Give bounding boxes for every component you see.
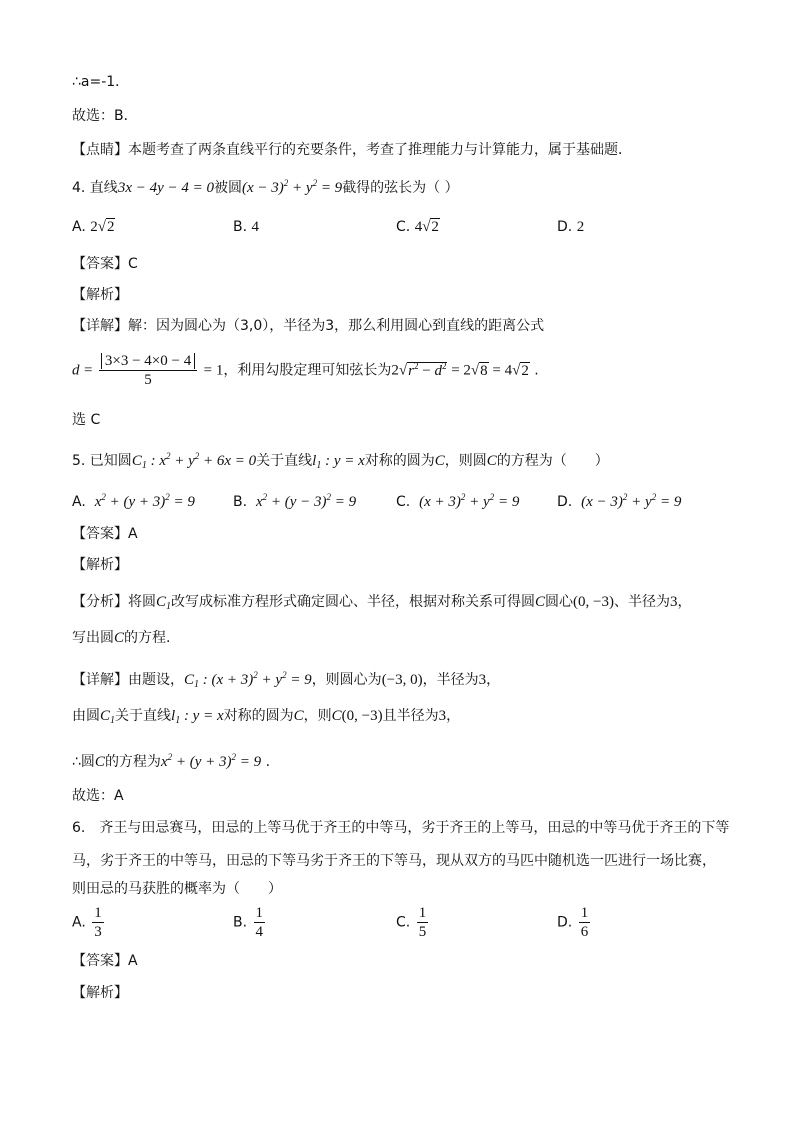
select-4: 选 C — [72, 412, 101, 428]
answer-6: 【答案】A — [72, 953, 138, 969]
line-comment: 【点睛】本题考查了两条直线平行的充要条件，考查了推理能力与计算能力，属于基础题． — [72, 142, 632, 158]
q6-option-a: A. $\frac{1}{3}$ — [72, 905, 102, 940]
line-choice-b: 故选：B． — [72, 108, 138, 124]
q5-option-a: A. $x^2 + (y + 3)^2 = 9$ — [72, 492, 195, 510]
question-4: 4. 直线3x − 4y − 4 = 0被圆$(x - 3)^2 + y^2 = 9$截得的弦长为（ ） — [72, 178, 459, 196]
detail-5-line1: 【详解】由题设，$C_1$ : $(x + 3)^2 + y^2 = 9$，则圆心为(−3, 0)，半径为3， — [72, 670, 501, 690]
detail-5-line2: 由圆$C_1$关于直线$l_1$ : y = x对称的圆为C，则C(0, −3)且半径为3， — [72, 708, 461, 726]
question-6-line3: 则田忌的马获胜的概率为（ ） — [72, 881, 282, 897]
question-5: 5. 已知圆$C_1$ : $x^2 + y^2 + 6x = 0$关于直线$l_1$ : y = x对称的圆为C，则圆C的方程为（ ） — [72, 451, 609, 471]
analysis-6-label: 【解析】 — [72, 985, 128, 1001]
answer-5: 【答案】A — [72, 526, 138, 542]
q4-option-d: D. 2 — [557, 219, 585, 235]
q6-option-d: D. $\frac{1}{6}$ — [557, 905, 589, 940]
q4-option-b: B. 4 — [233, 219, 260, 235]
q5-option-d: D. $(x - 3)^2 + y^2 = 9$ — [557, 492, 682, 510]
q5-option-b: B. $x^2 + (y - 3)^2 = 9$ — [233, 492, 357, 510]
detail-4: 【详解】解：因为圆心为（3,0），半径为3，那么利用圆心到直线的距离公式 — [72, 318, 545, 334]
q6-option-b: B. $\frac{1}{4}$ — [233, 905, 264, 940]
q6-option-c: C. $\frac{1}{5}$ — [396, 905, 427, 940]
detail-5-line3: ∴圆C的方程为$x^2 + (y + 3)^2 = 9$ . — [72, 752, 271, 770]
detail-4-formula: d = $\frac{3\times 3 - 4\times 0 - 4}{5}$ = 1，利用勾股定理可知弦长为$2√r^2 - d^2 = 2√8 = 4√2$ . — [72, 353, 539, 388]
analysis-5-cont: 写出圆C的方程. — [72, 630, 171, 646]
question-6-line2: 马，劣于齐王的中等马，田忌的下等马劣于齐王的下等马，现从双方的马匹中随机选一匹进行一场比赛， — [72, 853, 716, 869]
analysis-4-label: 【解析】 — [72, 287, 128, 303]
q5-option-c: C. $(x + 3)^2 + y^2 = 9$ — [396, 492, 520, 510]
q4-option-a: A. 2√2 — [72, 219, 115, 235]
answer-4: 【答案】C — [72, 256, 138, 272]
analysis-5: 【分析】将圆$C_1$改写成标准方程形式确定圆心、半径，根据对称关系可得圆C圆心(0, −3)、半径为3， — [72, 594, 692, 612]
analysis-5-label: 【解析】 — [72, 557, 128, 573]
select-5: 故选：A — [72, 788, 124, 804]
q4-option-c: C. 4√2 — [396, 219, 439, 235]
line-conclusion: ∴a=-1． — [72, 74, 130, 90]
question-6-line1: 6. 齐王与田忌赛马，田忌的上等马优于齐王的中等马，劣于齐王的上等马，田忌的中等马优于齐王的下等 — [72, 820, 730, 836]
